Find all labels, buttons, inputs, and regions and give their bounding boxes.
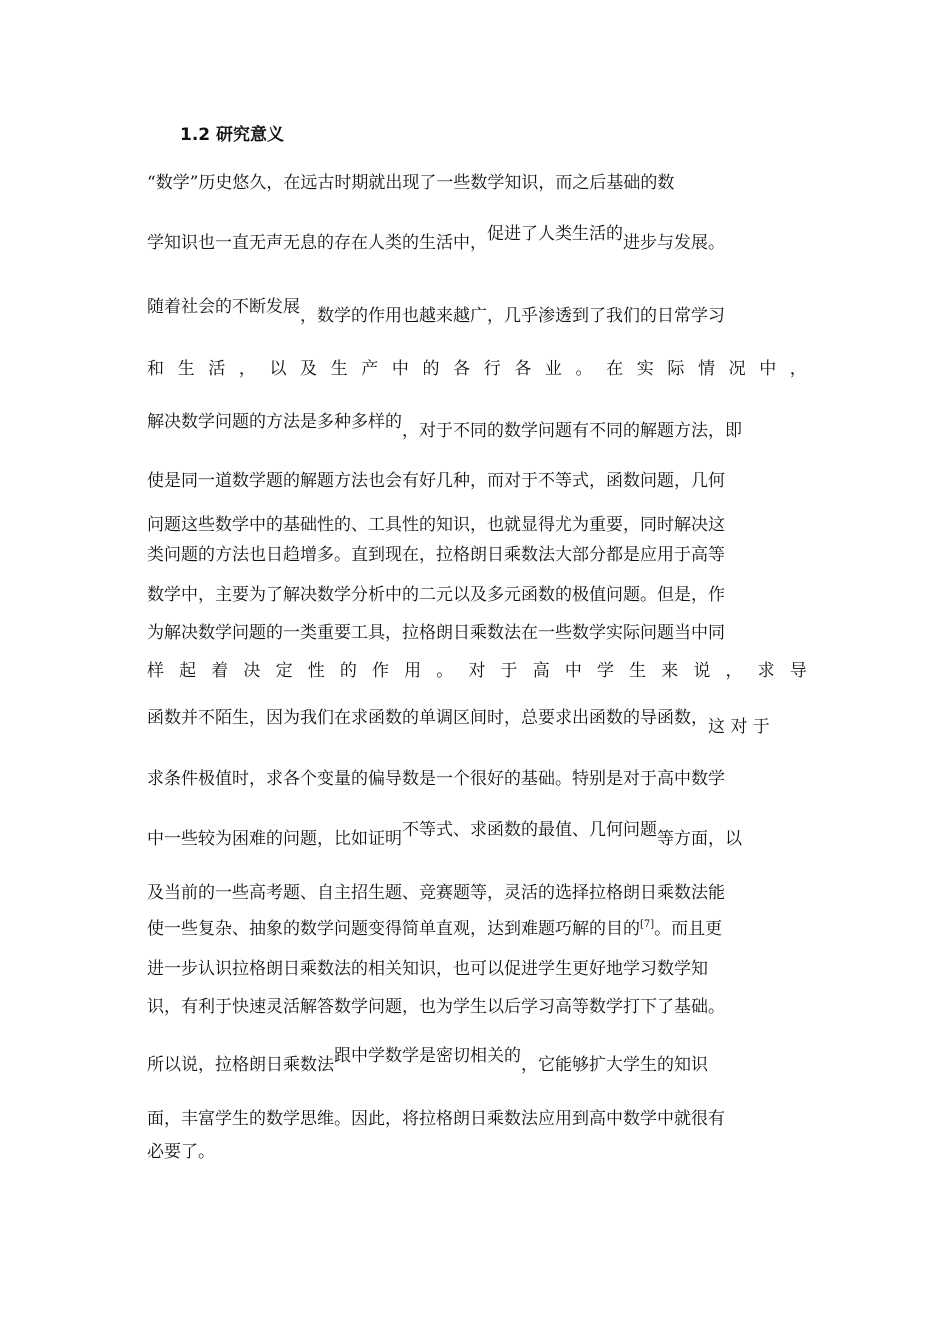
text-glyph: 求 xyxy=(757,661,775,681)
text-glyph: ， xyxy=(725,661,743,681)
text-segment: 等方面，以 xyxy=(657,829,742,849)
text-glyph: 。 xyxy=(575,359,593,379)
text-glyph: 生 xyxy=(330,359,348,379)
text-line xyxy=(147,918,807,940)
text-segment: ，数学的作用也越来越广，几乎渗透到了我们的日常学习 xyxy=(300,306,725,326)
text-line: 使是同一道数学题的解题方法也会有好几种，而对于不等式，函数问题，几何 xyxy=(147,471,725,491)
raised-text-segment: 促进了人类生活的 xyxy=(487,224,623,244)
raised-text-segment: 函数并不陌生，因为我们在求函数的单调区间时，总要求出函数的导函数， xyxy=(147,708,708,728)
text-glyph: 决 xyxy=(243,661,261,681)
text-glyph: 以 xyxy=(269,359,287,379)
text-segment: 这 对 于 xyxy=(708,717,770,737)
text-glyph: 中 xyxy=(391,359,409,379)
text-line xyxy=(147,708,807,738)
text-line: 进一步认识拉格朗日乘数法的相关知识，也可以促进学生更好地学习数学知 xyxy=(147,959,708,979)
text-glyph: 产 xyxy=(361,359,379,379)
text-glyph: 样 xyxy=(147,661,164,681)
text-line xyxy=(147,660,807,682)
text-line xyxy=(147,297,807,327)
text-line: 求条件极值时，求各个变量的偏导数是一个很好的基础。特别是对于高中数学 xyxy=(147,769,725,789)
text-glyph: 用 xyxy=(404,661,422,681)
text-glyph: 及 xyxy=(300,359,318,379)
text-glyph: 高 xyxy=(532,661,550,681)
text-glyph: 在 xyxy=(606,359,624,379)
text-glyph: 。 xyxy=(436,661,454,681)
text-glyph: 性 xyxy=(307,661,325,681)
text-glyph: 况 xyxy=(728,359,746,379)
text-segment: 。而且更 xyxy=(654,919,723,939)
text-segment: 学知识也一直无声无息的存在人类的生活中， xyxy=(147,233,487,253)
text-line xyxy=(147,224,807,254)
text-glyph: 生 xyxy=(629,661,647,681)
text-glyph: 于 xyxy=(500,661,518,681)
text-line: 识，有利于快速灵活解答数学问题，也为学生以后学习高等数学打下了基础。 xyxy=(147,997,725,1017)
section-heading: 1.2 研究意义 xyxy=(180,125,285,145)
text-glyph: 学 xyxy=(596,661,614,681)
text-glyph: 中 xyxy=(759,359,777,379)
text-segment: 中一些较为困难的问题，比如证明 xyxy=(147,829,402,849)
text-line: 面，丰富学生的数学思维。因此，将拉格朗日乘数法应用到高中数学中就很有 xyxy=(147,1109,725,1129)
text-glyph: 的 xyxy=(422,359,440,379)
text-glyph: 导 xyxy=(789,661,807,681)
text-glyph: 中 xyxy=(564,661,582,681)
text-line: 及当前的一些高考题、自主招生题、竞赛题等，灵活的选择拉格朗日乘数法能 xyxy=(147,883,725,903)
text-segment: ，对于不同的数学问题有不同的解题方法，即 xyxy=(402,421,742,441)
text-line xyxy=(147,412,807,442)
text-glyph: 着 xyxy=(211,661,229,681)
text-line: 数学中，主要为了解决数学分析中的二元以及多元函数的极值问题。但是，作 xyxy=(147,585,725,605)
text-line: 类问题的方法也日趋增多。直到现在，拉格朗日乘数法大部分都是应用于高等 xyxy=(147,545,725,565)
text-glyph: 对 xyxy=(468,661,486,681)
text-glyph: 定 xyxy=(275,661,293,681)
text-glyph: 作 xyxy=(371,661,389,681)
text-glyph: 活 xyxy=(208,359,226,379)
raised-text-segment: 随着社会的不断发展 xyxy=(147,297,300,317)
text-line xyxy=(147,820,807,850)
text-glyph: 的 xyxy=(339,661,357,681)
citation-reference: [7] xyxy=(640,919,655,930)
text-line: “数学”历史悠久，在远古时期就出现了一些数学知识，而之后基础的数 xyxy=(147,173,675,193)
text-glyph: 说 xyxy=(693,661,711,681)
text-segment: 所以说，拉格朗日乘数法 xyxy=(147,1055,334,1075)
text-glyph: 起 xyxy=(179,661,197,681)
raised-text-segment: 不等式、求函数的最值、几何问题 xyxy=(402,820,657,840)
text-glyph: 行 xyxy=(483,359,501,379)
text-glyph: 各 xyxy=(514,359,532,379)
text-segment: 进步与发展。 xyxy=(623,233,725,253)
raised-text-segment: 解决数学问题的方法是多种多样的 xyxy=(147,412,402,432)
raised-text-segment: 跟中学数学是密切相关的 xyxy=(334,1046,521,1066)
text-glyph: 实 xyxy=(636,359,654,379)
text-glyph: 情 xyxy=(697,359,715,379)
text-glyph: ， xyxy=(789,359,807,379)
text-glyph: 际 xyxy=(667,359,685,379)
text-glyph: 业 xyxy=(544,359,562,379)
text-glyph: 各 xyxy=(453,359,471,379)
text-line: 必要了。 xyxy=(147,1142,215,1162)
text-glyph: 生 xyxy=(177,359,195,379)
text-segment: 使一些复杂、抽象的数学问题变得简单直观，达到难题巧解的目的 xyxy=(147,919,640,939)
text-glyph: ， xyxy=(238,359,256,379)
text-segment: ，它能够扩大学生的知识 xyxy=(521,1055,708,1075)
text-line xyxy=(147,1046,807,1076)
text-glyph: 和 xyxy=(147,359,164,379)
text-line: 为解决数学问题的一类重要工具，拉格朗日乘数法在一些数学实际问题当中同 xyxy=(147,623,725,643)
text-line xyxy=(147,358,807,380)
text-line: 问题这些数学中的基础性的、工具性的知识，也就显得尤为重要，同时解决这 xyxy=(147,515,725,535)
text-glyph: 来 xyxy=(661,661,679,681)
